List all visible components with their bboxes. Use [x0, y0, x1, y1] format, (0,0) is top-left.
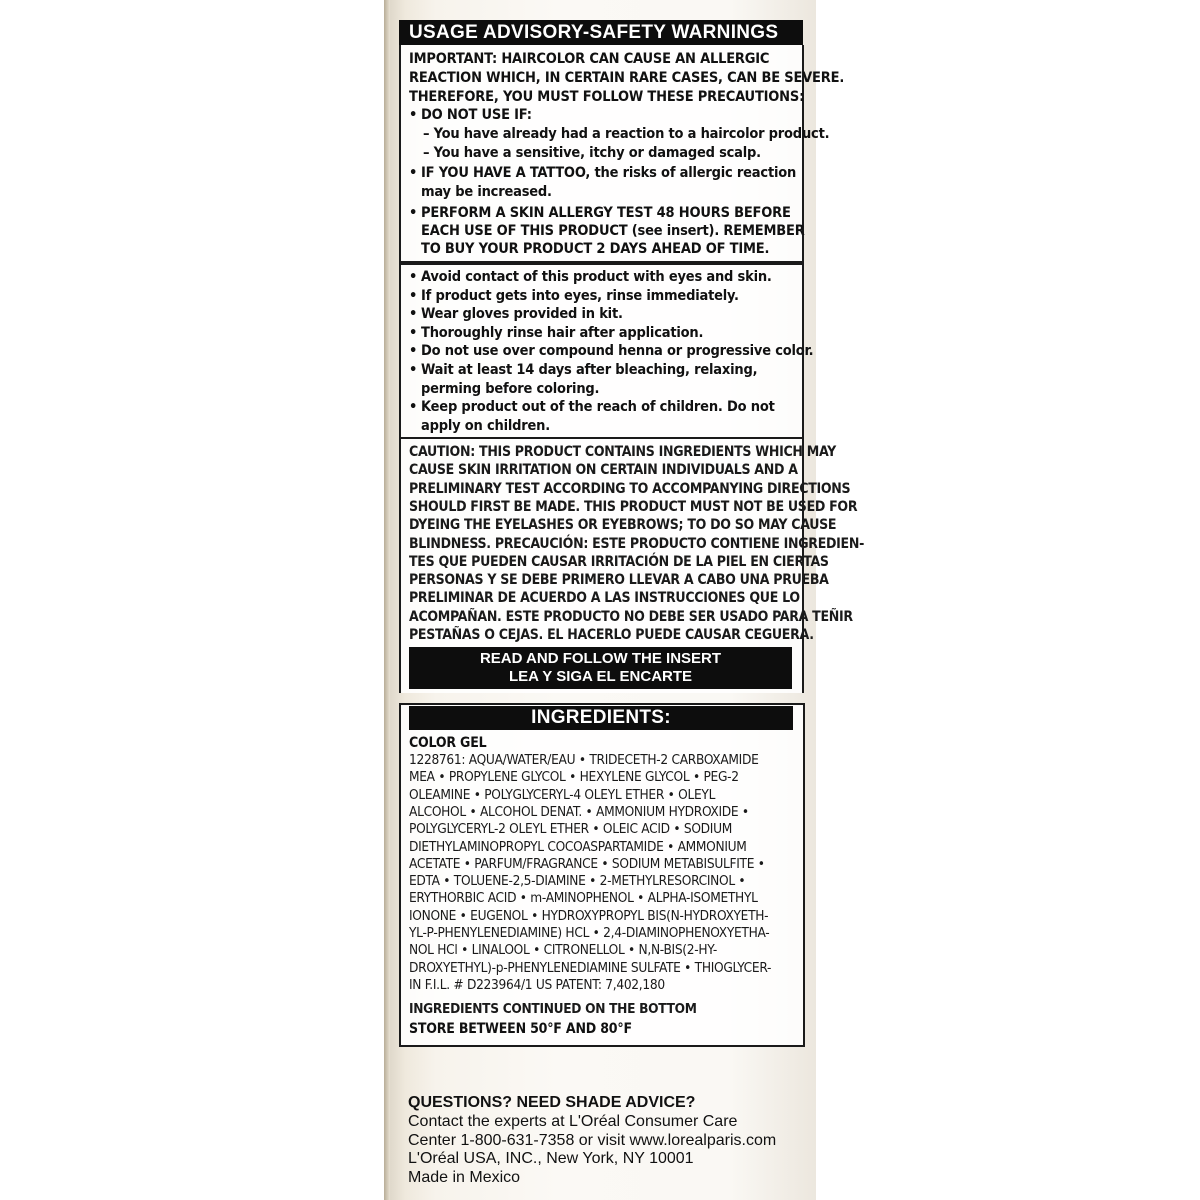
caution-line: PRELIMINARY TEST ACCORDING TO ACCOMPANYING DIRECTIONS [409, 480, 851, 497]
caution-line: SHOULD FIRST BE MADE. THIS PRODUCT MUST NOT BE USED FOR [409, 498, 858, 515]
precaution-line: Wait at least 14 days after bleaching, relaxing, [421, 362, 758, 378]
read-insert-banner [409, 647, 792, 689]
precaution-line: Thoroughly rinse hair after application. [421, 324, 704, 341]
caution-line: BLINDNESS. PRECAUCIÓN: ESTE PRODUCTO CONTIENE INGREDIEN- [409, 535, 865, 552]
ingredient-line: DROXYETHYL)-p-PHENYLENEDIAMINE SULFATE • THIOGLYCER- [409, 959, 772, 976]
ingredient-line: 1228761: AQUA/WATER/EAU • TRIDECETH-2 CARBOXAMIDE [409, 752, 759, 768]
footer-line: Center 1-800-631-7358 or visit www.lorealparis.com [408, 1131, 777, 1149]
ingredient-line: IONONE • EUGENOL • HYDROXYPROPYL BIS(N-HYDROXYETH- [409, 907, 769, 924]
bullet: • [409, 287, 418, 304]
caution-line: ACOMPAÑAN. ESTE PRODUCTO NO DEBE SER USADO PARA TEÑIR [409, 608, 853, 625]
precaution-line: Avoid contact of this product with eyes and skin. [421, 269, 772, 285]
important-line-1: IMPORTANT: HAIRCOLOR CAN CAUSE AN ALLERGIC [409, 51, 770, 67]
ingredients-title-banner [409, 706, 793, 730]
warnings-title: USAGE ADVISORY-SAFETY WARNINGS [409, 22, 779, 43]
footer-line: L'Oréal USA, INC., New York, NY 10001 [408, 1150, 694, 1167]
bullet: • [409, 362, 418, 378]
skin-test-line-3: TO BUY YOUR PRODUCT 2 DAYS AHEAD OF TIME. [421, 241, 770, 257]
ingredient-line: IN F.I.L. # D223964/1 US PATENT: 7,402,180 [409, 976, 665, 993]
ingredient-line: NOL HCl • LINALOOL • CITRONELLOL • N,N-BIS(2-HY- [409, 942, 717, 959]
caution-line: PESTAÑAS O CEJAS. EL HACERLO PUEDE CAUSAR CEGUERA. [409, 627, 814, 643]
important-line-2: REACTION WHICH, IN CERTAIN RARE CASES, CAN BE SEVERE. [409, 70, 845, 86]
caution-line: PRELIMINAR DE ACUERDO A LAS INSTRUCCIONES QUE LO [409, 590, 800, 607]
ingredient-line: YL-P-PHENYLENEDIAMINE) HCL • 2,4-DIAMINOPHENOXYETHA- [409, 925, 770, 941]
ingredients-subtitle: COLOR GEL [409, 735, 487, 751]
bullet: • [409, 399, 418, 416]
tattoo-warning-2: may be increased. [421, 184, 552, 200]
do-not-use-item-2: – You have a sensitive, itchy or damaged scalp. [423, 145, 761, 161]
precaution-line: Keep product out of the reach of children. Do not [421, 399, 775, 416]
precautions-box [399, 263, 814, 439]
ingredients-box [399, 703, 805, 1047]
ingredients-continued: INGREDIENTS CONTINUED ON THE BOTTOM [409, 1001, 697, 1017]
ingredient-line: DIETHYLAMINOPROPYL COCOASPARTAMIDE • AMMONIUM [409, 838, 747, 855]
ingredient-line: MEA • PROPYLENE GLYCOL • HEXYLENE GLYCOL • PEG-2 [409, 769, 739, 786]
footer-question: QUESTIONS? NEED SHADE ADVICE? [408, 1094, 696, 1111]
caution-line: CAUSE SKIN IRRITATION ON CERTAIN INDIVIDUALS AND A [409, 462, 798, 479]
ingredient-line: ALCOHOL • ALCOHOL DENAT. • AMMONIUM HYDROXIDE • [409, 803, 749, 820]
ingredient-line: EDTA • TOLUENE-2,5-DIAMINE • 2-METHYLRESORCINOL • [409, 873, 746, 890]
skin-test-line-2: EACH USE OF THIS PRODUCT (see insert). REMEMBER [421, 223, 805, 239]
bullet: • [409, 269, 418, 285]
do-not-use-heading: DO NOT USE IF: [421, 107, 532, 123]
panel-edge-shadow [384, 0, 390, 1200]
ingredient-line: ERYTHORBIC ACID • m-AMINOPHENOL • ALPHA-ISOMETHYL [409, 890, 758, 907]
ingredients-title: INGREDIENTS: [531, 707, 671, 728]
precaution-line: Do not use over compound henna or progressive color. [421, 343, 814, 360]
bullet: • [409, 165, 418, 181]
do-not-use-item-1: – You have already had a reaction to a haircolor product. [423, 126, 830, 142]
footer-line: Contact the experts at L'Oréal Consumer Care [408, 1113, 738, 1130]
bullet: • [409, 343, 418, 360]
caution-line: PERSONAS Y SE DEBE PRIMERO LLEVAR A CABO UNA PRUEBA [409, 572, 829, 589]
bullet: • [409, 324, 418, 341]
caution-line: TES QUE PUEDEN CAUSAR IRRITACIÓN DE LA PIEL EN CIERTAS [409, 553, 829, 570]
warnings-title-banner [399, 20, 803, 45]
bullet: • [409, 306, 418, 323]
bullet: • [409, 107, 418, 123]
ingredient-line: ACETATE • PARFUM/FRAGRANCE • SODIUM METABISULFITE • [409, 855, 765, 872]
bullet: • [409, 205, 418, 221]
precaution-line: apply on children. [421, 417, 551, 434]
tattoo-warning-1: IF YOU HAVE A TATTOO, the risks of allergic reaction [421, 165, 797, 181]
precaution-line: Wear gloves provided in kit. [421, 306, 623, 323]
read-insert-es: LEA Y SIGA EL ENCARTE [508, 668, 693, 685]
read-insert-en: READ AND FOLLOW THE INSERT [479, 650, 722, 667]
storage-note: STORE BETWEEN 50°F AND 80°F [409, 1021, 632, 1037]
ingredient-line: POLYGLYCERYL-2 OLEYL ETHER • OLEIC ACID • SODIUM [409, 821, 732, 838]
skin-test-line-1: PERFORM A SKIN ALLERGY TEST 48 HOURS BEFORE [421, 205, 791, 221]
ingredient-line: OLEAMINE • POLYGLYCERYL-4 OLEYL ETHER • OLEYL [409, 786, 716, 803]
important-warnings-box [399, 45, 845, 263]
important-line-3: THEREFORE, YOU MUST FOLLOW THESE PRECAUTIONS: [409, 89, 805, 105]
caution-line: CAUTION: THIS PRODUCT CONTAINS INGREDIENTS WHICH MAY [409, 444, 836, 460]
footer-line: Made in Mexico [408, 1168, 521, 1186]
precaution-line: If product gets into eyes, rinse immediately. [421, 287, 739, 304]
caution-line: DYEING THE EYELASHES OR EYEBROWS; TO DO SO MAY CAUSE [409, 517, 837, 534]
precaution-line: perming before coloring. [421, 380, 600, 397]
